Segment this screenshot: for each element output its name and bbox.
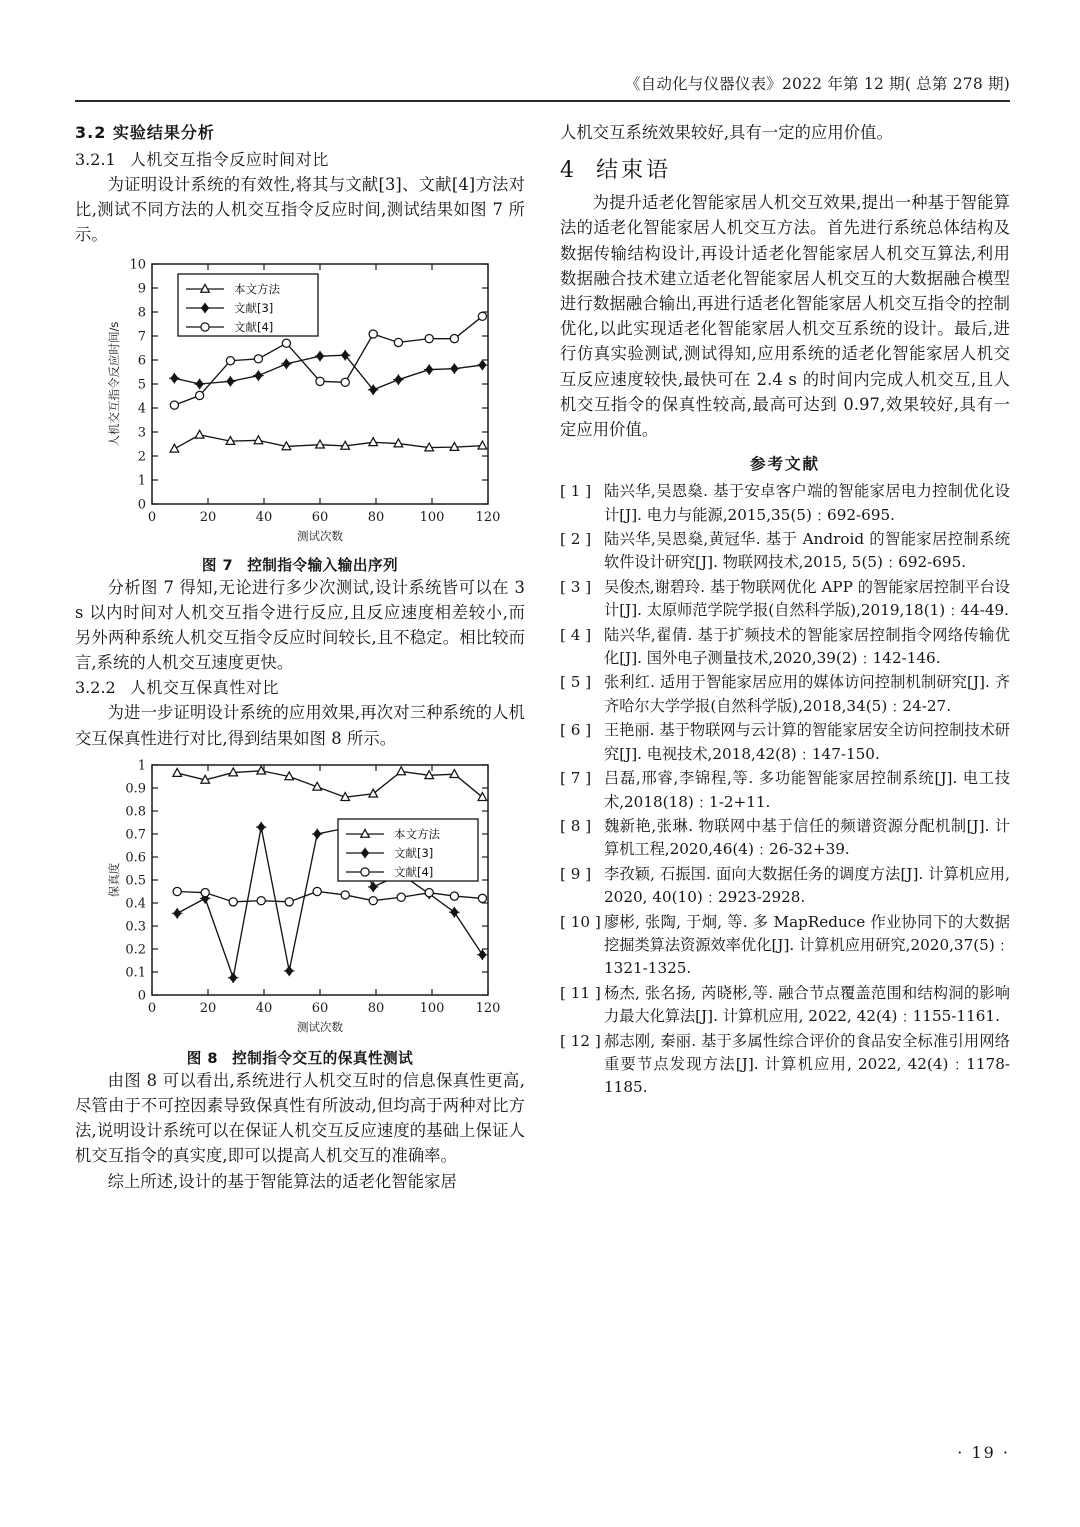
reference-tag: [ 3 ] — [560, 577, 592, 596]
reference-item — [560, 767, 1010, 814]
svg-text:60: 60 — [311, 1000, 329, 1016]
figure-7 — [75, 252, 525, 575]
paragraph-1: 为证明设计系统的有效性,将其与文献[3]、文献[4]方法对比,测试不同方法的人机交互指令反应时间,测试结果如图 7 所示。 — [75, 175, 525, 245]
svg-text:8: 8 — [137, 305, 146, 321]
reference-tag: [ 5 ] — [560, 673, 592, 692]
reference-list — [560, 480, 1010, 1100]
reference-item — [560, 982, 1010, 1029]
svg-text:0.3: 0.3 — [125, 919, 146, 935]
svg-text:文献[3]: 文献[3] — [234, 300, 274, 315]
svg-text:4: 4 — [137, 401, 146, 417]
svg-text:本文方法: 本文方法 — [394, 827, 440, 842]
reference-tag: [ 6 ] — [560, 721, 592, 740]
svg-text:80: 80 — [367, 1000, 385, 1016]
reference-text: 王艳丽. 基于物联网与云计算的智能家居安全访问控制技术研究[J]. 电视技术,2018,42(8)﹕147-150. — [604, 721, 1010, 763]
header-rule — [75, 100, 1010, 102]
reference-text: 廖彬, 张陶, 于炯, 等. 多 MapReduce 作业协同下的大数据挖掘类算法资源效率优化[J]. 计算机应用研究,2020,37(5)﹕1321-1325. — [604, 912, 1010, 978]
svg-text:6: 6 — [137, 353, 146, 369]
svg-text:10: 10 — [129, 257, 146, 273]
subsection-heading-3-2-2 — [75, 675, 525, 698]
paragraph-2: 分析图 7 得知,无论进行多少次测试,设计系统皆可以在 3 s 以内时间对人机交互指令进行反应,且反应速度相差较小,而另外两种系统人机交互指令反应时间较长,且不稳定。相比较而言,系统的人机交互速度更快。 — [75, 577, 525, 673]
reference-item — [560, 719, 1010, 766]
svg-text:1: 1 — [137, 758, 146, 774]
svg-text:9: 9 — [137, 281, 146, 297]
figure-7-label: 图 7 — [201, 556, 234, 574]
svg-text:0: 0 — [137, 988, 146, 1004]
figure-8-title: 控制指令交互的保真性测试 — [232, 1049, 414, 1067]
svg-text:40: 40 — [255, 509, 273, 525]
reference-item — [560, 815, 1010, 862]
reference-item — [560, 480, 1010, 527]
figure-8-chart — [100, 755, 500, 1045]
figure-7-title: 控制指令输入输出序列 — [247, 556, 399, 574]
reference-tag: [ 8 ] — [560, 816, 592, 835]
paragraph-5: 综上所述,设计的基于智能算法的适老化智能家居 — [107, 1171, 457, 1191]
paragraph-4: 由图 8 可以看出,系统进行人机交互时的信息保真性更高,尽管由于不可控因素导致保真性有所波动,但均高于两种对比方法,说明设计系统可以在保证人机交互反应速度的基础上保证人机交互指令的真实度,即可以提高人机交互的准确率。 — [75, 1070, 525, 1166]
subsection-title: 人机交互指令反应时间对比 — [129, 150, 329, 169]
svg-text:20: 20 — [199, 1000, 217, 1016]
reference-item — [560, 863, 1010, 910]
reference-text: 吴俊杰,谢碧玲. 基于物联网优化 APP 的智能家居控制平台设计[J]. 太原师范学院学报(自然科学版),2019,18(1)﹕44-49. — [604, 577, 1010, 620]
svg-text:80: 80 — [367, 509, 385, 525]
reference-text: 张利红. 适用于智能家居应用的媒体访问控制机制研究[J]. 齐齐哈尔大学学报(自然科学版),2018,34(5)﹕24-27. — [604, 673, 1010, 715]
reference-text: 陆兴华,吴恩燊. 基于安卓客户端的智能家居电力控制优化设计[J]. 电力与能源,2015,35(5)﹕692-695. — [604, 482, 1010, 524]
svg-text:0: 0 — [147, 1000, 157, 1016]
svg-text:文献[4]: 文献[4] — [234, 319, 274, 334]
svg-text:文献[4]: 文献[4] — [394, 865, 434, 880]
figure-7-chart — [100, 252, 500, 552]
reference-tag: [ 7 ] — [560, 769, 592, 788]
section-heading-4 — [560, 153, 1010, 184]
running-head: 《自动化与仪器仪表》2022 年第 12 期( 总第 278 期) — [624, 75, 1010, 93]
page-number: · 19 · — [957, 1443, 1010, 1462]
svg-text:人机交互指令反应时间/s: 人机交互指令反应时间/s — [107, 321, 121, 447]
left-column — [75, 120, 525, 1194]
svg-text:1: 1 — [137, 473, 146, 489]
svg-text:60: 60 — [311, 509, 329, 525]
reference-text: 郝志刚, 秦丽. 基于多属性综合评价的食品安全标准引用网络重要节点发现方法[J]. 计算机应用, 2022, 42(4)﹕1178-1185. — [604, 1031, 1010, 1097]
reference-text: 陆兴华,翟倩. 基于扩频技术的智能家居控制指令网络传输优化[J]. 国外电子测量技术,2020,39(2)﹕142-146. — [604, 625, 1010, 668]
reference-tag: [ 12 ] — [560, 1031, 601, 1050]
svg-text:2: 2 — [137, 449, 146, 465]
reference-text: 李孜颖, 石振国. 面向大数据任务的调度方法[J]. 计算机应用, 2020, 40(10)﹕2923-2928. — [604, 864, 1010, 907]
figure-8 — [75, 755, 525, 1068]
right-column — [560, 120, 1010, 1101]
reference-text: 杨杰, 张名扬, 芮晓彬,等. 融合节点覆盖范围和结构洞的影响力最大化算法[J]. 计算机应用, 2022, 42(4)﹕1155-1161. — [604, 983, 1010, 1026]
subsection-number: 3.2.1 — [75, 150, 116, 169]
reference-text: 吕磊,邢睿,李锦程,等. 多功能智能家居控制系统[J]. 电工技术,2018(18)﹕1-2+11. — [604, 769, 1010, 811]
reference-item — [560, 671, 1010, 718]
subsection-heading-3-2-1 — [75, 147, 525, 170]
figure-7-caption — [75, 554, 525, 575]
svg-text:0.7: 0.7 — [125, 827, 146, 843]
svg-text:0: 0 — [147, 509, 157, 525]
section-number: 4 — [560, 158, 574, 184]
svg-text:保真度: 保真度 — [107, 862, 121, 898]
svg-text:测试次数: 测试次数 — [297, 1019, 343, 1034]
svg-text:0.8: 0.8 — [125, 804, 146, 820]
reference-item — [560, 1030, 1010, 1100]
conclusion-paragraph: 为提升适老化智能家居人机交互效果,提出一种基于智能算法的适老化智能家居人机交互方法。首先进行系统总体结构及数据传输结构设计,再设计适老化智能家居人机交互算法,利用数据融合技术建立适老化智能家居人机交互的大数据融合模型进行数据融合输出,再进行适老化智能家居人机交互指令的控制优化,以此实现适老化智能家居人机交互系统的设计。最后,进行仿真实验测试,测试得知,应用系统的适老化智能家居人机交互反应速度较快,最快可在 2.4 s 的时间内完成人机交互,且人机交互指令的保真性较高,最高可达到 0.97,效果较好,具有一定应用价值。 — [560, 193, 1010, 440]
subsection-number: 3.2.2 — [75, 678, 116, 698]
reference-tag: [ 2 ] — [560, 530, 592, 549]
svg-text:3: 3 — [137, 425, 146, 441]
figure-8-caption — [75, 1047, 525, 1068]
reference-tag: [ 1 ] — [560, 482, 592, 501]
subsection-title: 人机交互保真性对比 — [129, 678, 280, 698]
svg-text:0: 0 — [137, 497, 146, 513]
reference-text: 陆兴华,吴恩燊,黄冠华. 基于 Android 的智能家居控制系统软件设计研究[J]. 物联网技术,2015, 5(5)﹕692-695. — [604, 530, 1010, 572]
svg-text:5: 5 — [137, 377, 146, 393]
paragraph-3: 为进一步证明设计系统的应用效果,再次对三种系统的人机交互保真性进行对比,得到结果如图 8 所示。 — [75, 703, 525, 748]
section-heading-3-2: 3.2 实验结果分析 — [75, 123, 215, 142]
reference-tag: [ 11 ] — [560, 983, 601, 1002]
svg-text:0.6: 0.6 — [125, 850, 146, 866]
svg-text:0.1: 0.1 — [125, 965, 146, 981]
svg-text:0.2: 0.2 — [125, 942, 146, 958]
svg-text:测试次数: 测试次数 — [297, 528, 343, 543]
svg-text:40: 40 — [255, 1000, 273, 1016]
svg-text:本文方法: 本文方法 — [234, 281, 280, 296]
svg-text:7: 7 — [137, 329, 146, 345]
reference-item — [560, 911, 1010, 981]
reference-tag: [ 10 ] — [560, 912, 601, 931]
reference-tag: [ 9 ] — [560, 864, 592, 883]
reference-text: 魏新艳,张琳. 物联网中基于信任的频谱资源分配机制[J]. 计算机工程,2020,46(4)﹕26-32+39. — [604, 816, 1010, 859]
svg-text:文献[3]: 文献[3] — [394, 846, 434, 861]
svg-text:120: 120 — [475, 509, 500, 525]
svg-text:120: 120 — [475, 1000, 500, 1016]
svg-text:0.4: 0.4 — [125, 896, 146, 912]
svg-text:0.5: 0.5 — [125, 873, 146, 889]
reference-item — [560, 528, 1010, 575]
reference-item — [560, 576, 1010, 623]
paragraph-carryover: 人机交互系统效果较好,具有一定的应用价值。 — [560, 123, 893, 142]
references-heading: 参考文献 — [749, 455, 820, 474]
reference-item — [560, 624, 1010, 671]
reference-tag: [ 4 ] — [560, 625, 592, 644]
svg-text:20: 20 — [199, 509, 217, 525]
page-content — [75, 72, 1010, 1462]
figure-8-label: 图 8 — [186, 1049, 219, 1067]
section-title: 结束语 — [596, 158, 672, 184]
svg-text:100: 100 — [419, 1000, 445, 1016]
svg-text:100: 100 — [419, 509, 445, 525]
svg-text:0.9: 0.9 — [125, 781, 146, 797]
